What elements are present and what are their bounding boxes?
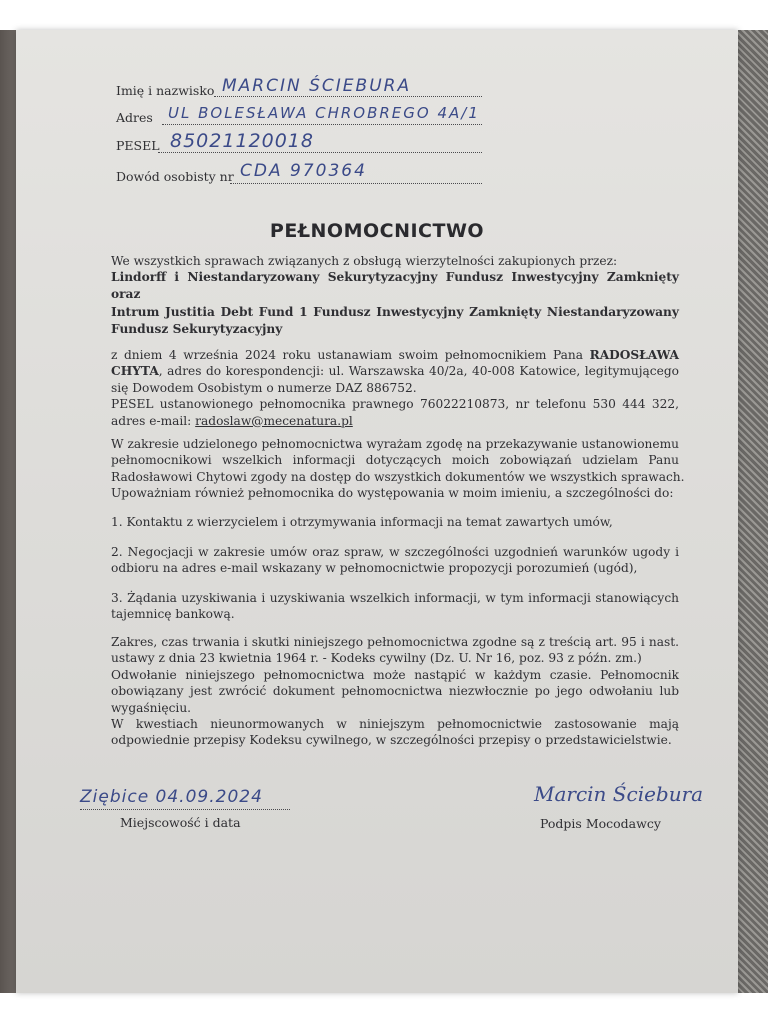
- closing-line: wygaśnięciu.: [111, 700, 192, 715]
- appointment-line: [111, 413, 679, 429]
- pesel-label: PESEL: [116, 138, 160, 153]
- scope-line: W zakresie udzielonego pełnomocnictwa wyrażam zgodę na przekazywanie ustanowionemu: [111, 437, 679, 451]
- closing-line: odpowiednie przepisy Kodeksu cywilnego, w szczególności przepisy o przedstawicielstwie.: [111, 733, 672, 748]
- place-date-value: Ziębice 04.09.2024: [80, 787, 263, 807]
- item-1: [111, 514, 679, 530]
- document-title: PEŁNOMOCNICTWO: [269, 220, 485, 242]
- appointment-line: się Dowodem Osobistym o numerze DAZ 886752.: [111, 380, 417, 395]
- closing-line: ustawy z dnia 23 kwietnia 1964 r. - Kodeks cywilny (Dz. U. Nr 16, poz. 93 z późn. zm.): [111, 651, 642, 666]
- appointment-paragraph: [111, 347, 679, 429]
- closing-line: Zakres, czas trwania i skutki niniejszego pełnomocnictwa zgodne są z treścią art. 95 i nast.: [111, 635, 679, 649]
- item-line: odbioru na adres e-mail wskazany w pełnomocnictwie propozycji porozumień (ugód),: [111, 561, 638, 576]
- document-sheet: [16, 30, 738, 993]
- intro-paragraph: [111, 253, 679, 337]
- appointment-line: [111, 347, 679, 363]
- place-date-label: Miejscowość i data: [120, 815, 241, 830]
- email-link[interactable]: radoslaw@mecenatura.pl: [195, 413, 353, 428]
- item-line: 2. Negocjacji w zakresie umów oraz spraw, w szczególności uzgodnień warunków ugody i: [111, 545, 679, 559]
- item-line: 3. Żądania uzyskiwania i uzyskiwania wszelkich informacji, w tym informacji stanowiących: [111, 591, 679, 605]
- id-dots: [230, 182, 482, 184]
- appointment-text: z dniem 4 września 2024 roku ustanawiam swoim pełnomocnikiem Pana: [111, 348, 590, 362]
- intro-line: Intrum Justitia Debt Fund 1 Fundusz Inwestycyjny Zamknięty Niestandaryzowany: [111, 305, 679, 320]
- intro-line: Fundusz Sekurytyzacyjny: [111, 321, 283, 336]
- item-line: tajemnicę bankową.: [111, 607, 235, 622]
- signature-label: Podpis Mocodawcy: [540, 816, 661, 831]
- appointment-line: PESEL ustanowionego pełnomocnika prawnego 76022210873, nr telefonu 530 444 322,: [111, 397, 679, 412]
- address-label: Adres: [116, 110, 153, 125]
- attorney-surname: CHYTA: [111, 364, 159, 379]
- signature-value: Marcin Ściebura: [534, 782, 704, 806]
- closing-line: obowiązany jest zwrócić dokument pełnomocnictwa niezwłocznie po jego odwołaniu lub: [111, 684, 679, 699]
- address-value: UL BOLESŁAWA CHROBREGO 4A/1: [168, 104, 480, 122]
- scope-line: Upoważniam również pełnomocnika do występowania w moim imieniu, a szczególności do:: [111, 486, 674, 501]
- item-line: 1. Kontaktu z wierzycielem i otrzymywania informacji na temat zawartych umów,: [111, 515, 613, 529]
- intro-line: We wszystkich sprawach związanych z obsługą wierzytelności zakupionych przez:: [111, 254, 618, 268]
- name-value: MARCIN ŚCIEBURA: [222, 76, 412, 96]
- appointment-line: [111, 363, 679, 379]
- intro-line: Lindorff i Niestandaryzowany Sekurytyzacyjny Fundusz Inwestycyjny Zamknięty: [111, 270, 679, 285]
- closing-line: W kwestiach nieunormowanych w niniejszym pełnomocnictwie zastosowanie mają: [111, 717, 679, 732]
- closing-paragraph: [111, 634, 679, 749]
- item-3: [111, 590, 679, 623]
- id-value: CDA 970364: [240, 161, 367, 181]
- intro-line: oraz: [111, 286, 141, 301]
- attorney-first-name: RADOSŁAWA: [589, 348, 679, 362]
- id-label: Dowód osobisty nr: [116, 169, 234, 184]
- pesel-value: 85021120018: [170, 130, 314, 152]
- place-date-dots: [80, 808, 290, 810]
- appointment-text: , adres do korespondencji: ul. Warszawska 40/2a, 40-008 Katowice, legitymującego: [158, 364, 679, 379]
- email-label: adres e-mail:: [111, 413, 196, 428]
- address-dots: [162, 123, 482, 125]
- scope-line: Radosławowi Chytowi zgody na dostęp do wszystkich dokumentów we wszystkich sprawach.: [111, 469, 685, 484]
- name-label: Imię i nazwisko: [116, 83, 215, 98]
- item-2: [111, 544, 679, 577]
- scope-line: pełnomocnikowi wszelkich informacji dotyczących moich zobowiązań udzielam Panu: [111, 453, 679, 468]
- scope-paragraph: [111, 436, 685, 502]
- closing-line: Odwołanie niniejszego pełnomocnictwa może nastąpić w każdym czasie. Pełnomocnik: [111, 667, 679, 682]
